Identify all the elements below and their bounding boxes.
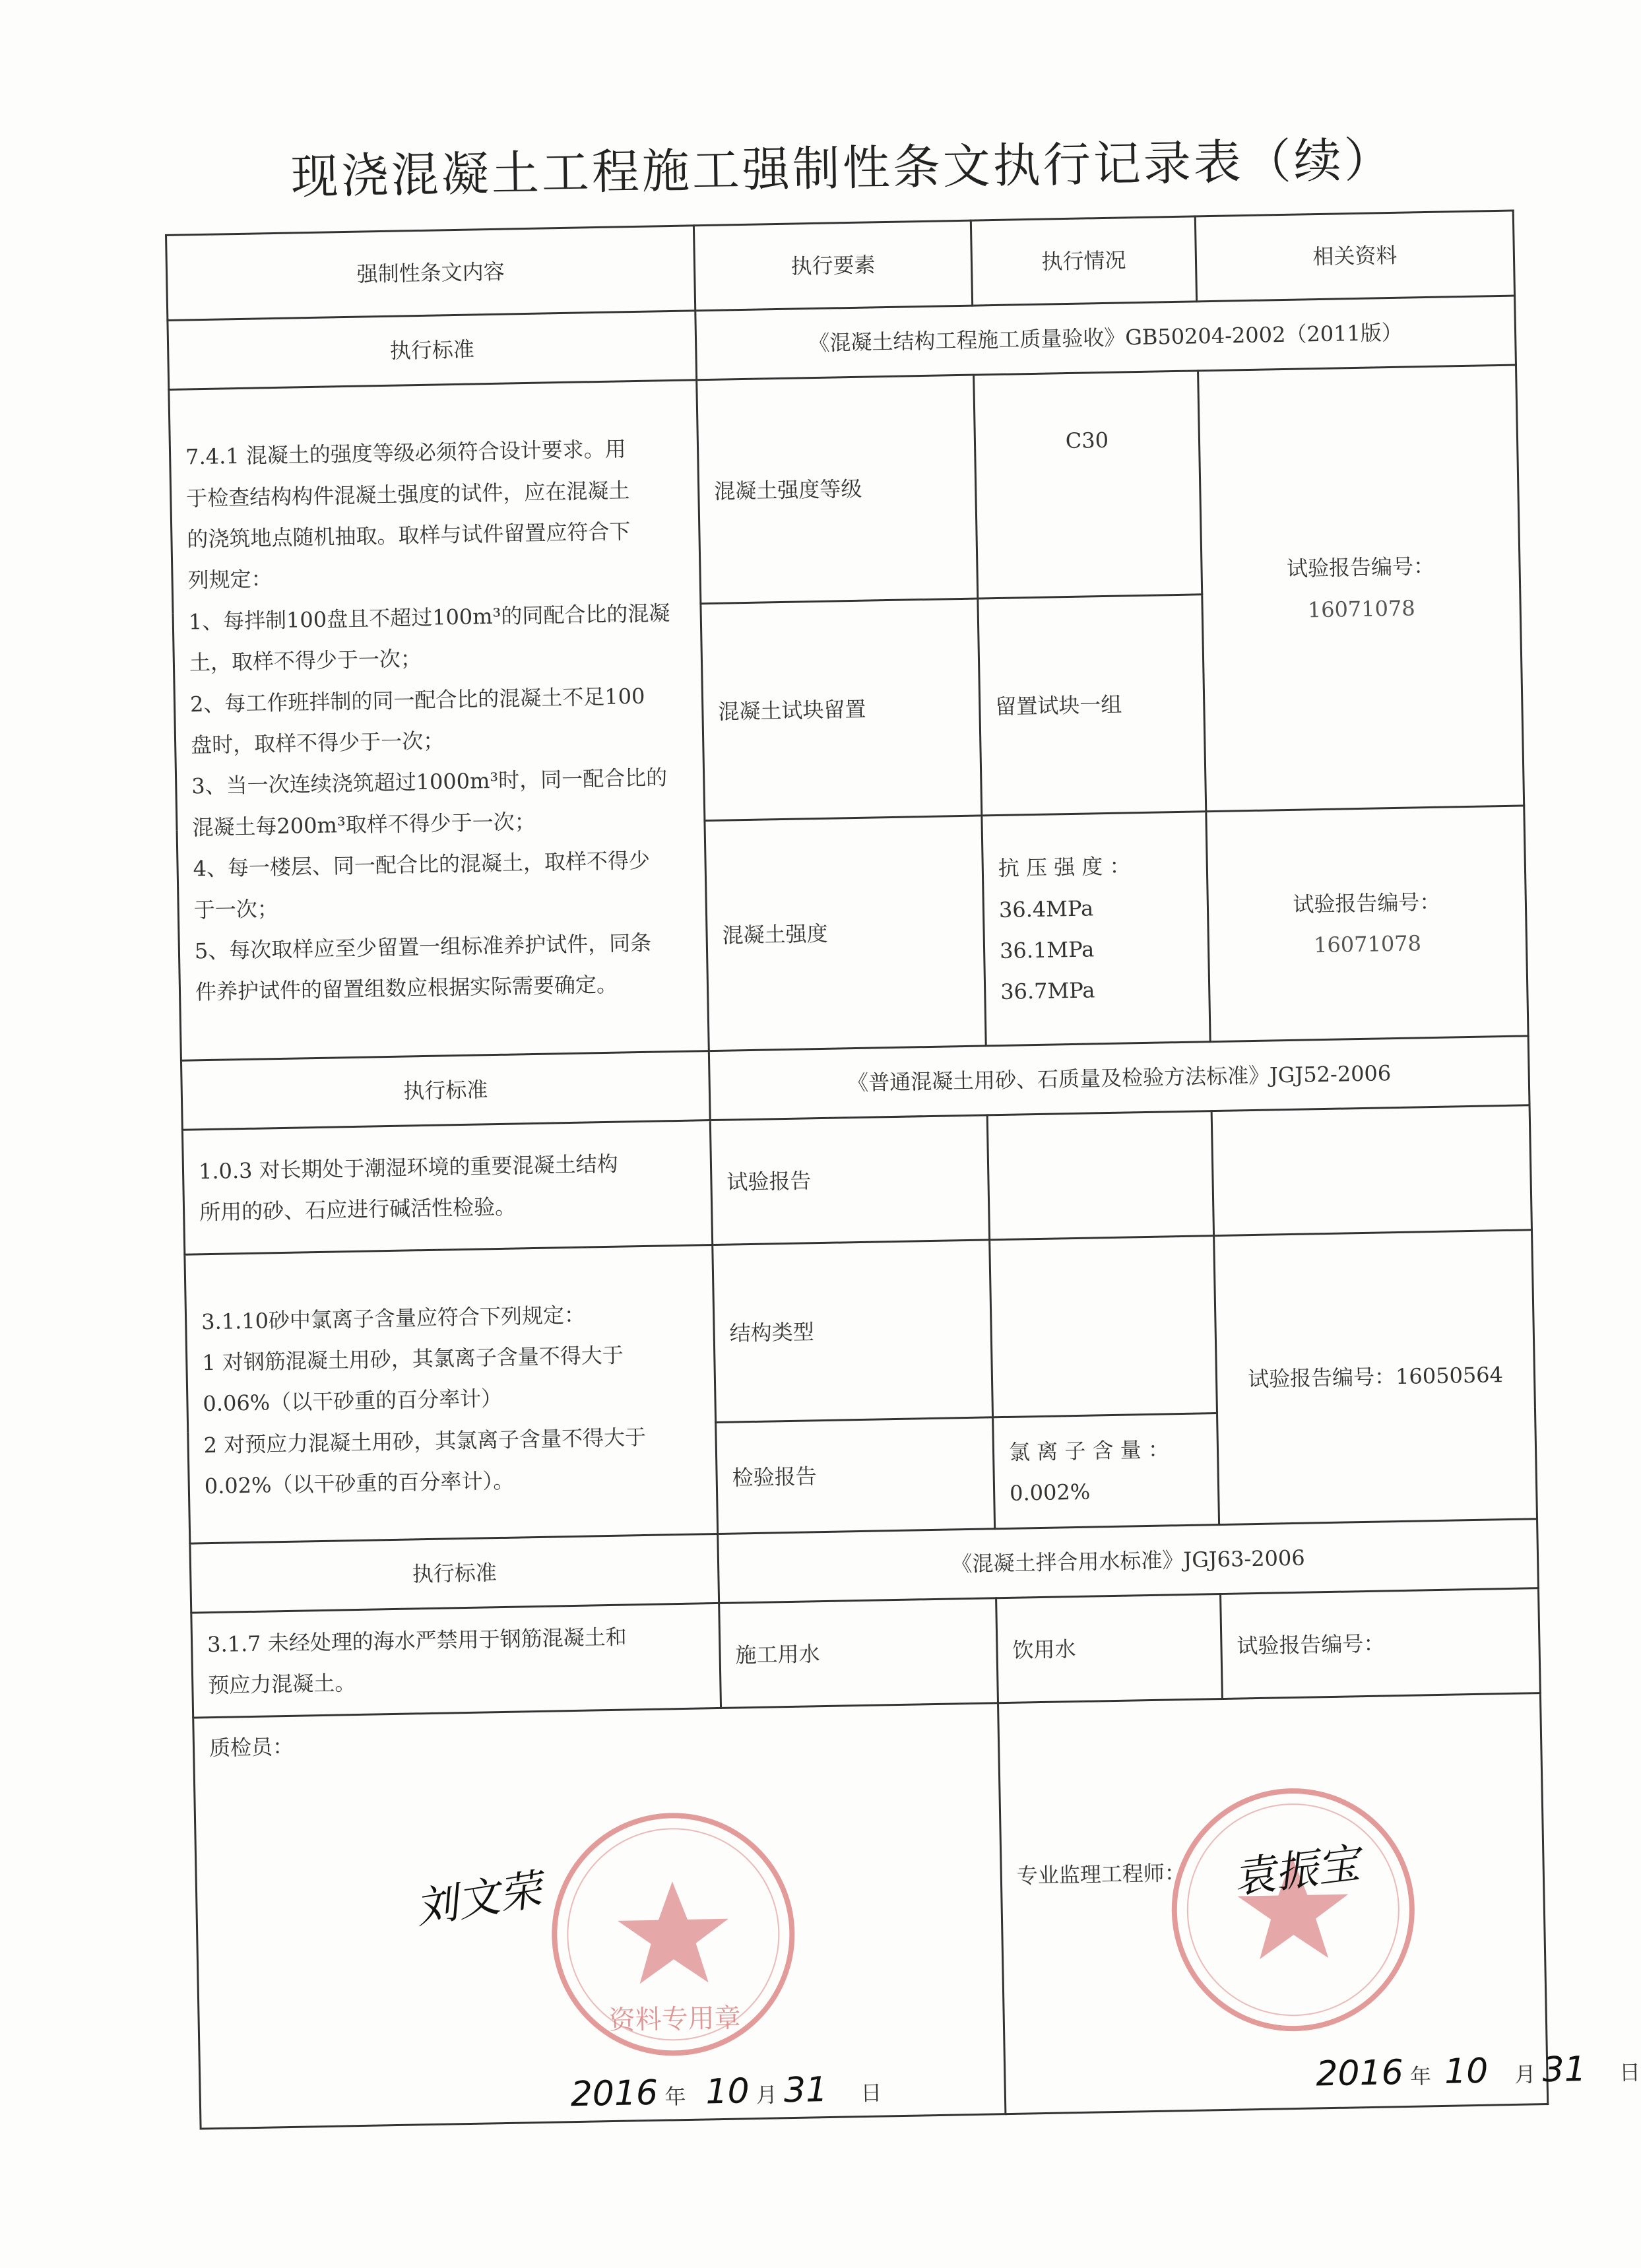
supervisor-date [1315,2036,1640,2108]
section1-ref-1 [1198,365,1524,812]
date-year-unit: 年 [664,2084,686,2110]
section2-row-1 [182,1105,1531,1254]
ref-number: 16071078 [1307,595,1415,622]
date-month-unit: 月 [756,2082,778,2108]
element-structure-type: 结构类型 [713,1240,993,1423]
date-day-unit: 日 [1619,2059,1641,2086]
element-strength-grade: 混凝土强度等级 [697,375,978,604]
record-table [165,210,1641,2130]
date-month: 10 [1444,2051,1489,2092]
clause-line: 预应力混凝土。 [207,1670,356,1699]
clause-line: 于检查结构构件混凝土强度的试件，应在混凝土 [185,477,630,511]
ref-empty [1211,1105,1531,1236]
header-references: 相关资料 [1195,211,1514,302]
section2-ref: 试验报告编号：16050564 [1214,1230,1537,1525]
inspector-signature: 刘文荣 [412,1865,545,1934]
section1-clause-text [169,380,709,1060]
page-title: 现浇混凝土工程施工强制性条文执行记录表（续） [290,131,1395,205]
section2-row-2 [185,1230,1535,1432]
clause-line: 列规定： [187,566,273,593]
section1-standard: 《混凝土结构工程施工质量验收》GB50204-2002（2011版） [695,296,1516,380]
clause-line: 1.0.3 对长期处于潮湿环境的重要混凝土结构 [198,1151,618,1184]
section1-ref-2 [1206,806,1528,1042]
clause-line: 0.06%（以干砂重的百分率计） [203,1386,503,1417]
clause-line: 3、当一次连续浇筑超过1000m³时，同一配合比的 [191,765,668,799]
section2-clause2-text [185,1245,718,1544]
status-empty [990,1236,1217,1417]
date-day: 31 [783,2070,828,2111]
status-empty [987,1111,1213,1240]
section3-ref: 试验报告编号： [1221,1588,1541,1699]
element-construction-water: 施工用水 [719,1598,998,1708]
section3-clause-text [191,1603,721,1718]
supervisor-signature: 袁振宝 [1230,1839,1363,1904]
element-inspection-report: 检验报告 [716,1417,995,1534]
date-day: 31 [1542,2050,1587,2090]
status-concrete-strength [982,812,1210,1046]
date-year: 2016 [570,2073,659,2115]
status-specimen-retention: 留置试块一组 [978,595,1206,816]
clause-line: 1、每拌制100盘且不超过100m³的同配合比的混凝 [188,600,670,635]
date-month: 10 [705,2071,750,2112]
clause-line: 所用的砂、石应进行碱活性检验。 [199,1194,517,1225]
status-chloride [993,1413,1219,1529]
clause-line: 2 对预应力混凝土用砂，其氯离子含量不得大于 [203,1424,647,1458]
status-line: 抗 压 强 度 ： [998,853,1131,882]
section1-label: 执行标准 [168,311,697,390]
ref-label: 试验报告编号： [1286,553,1435,582]
inspector-stamp-text: 资料专用章 [608,2003,742,2036]
inspector-signature-cell [193,1703,1006,2129]
clause-line: 2、每工作班拌制的同一配合比的混凝土不足100 [189,683,645,717]
date-day-unit: 日 [860,2080,882,2106]
clause-line: 3.1.10砂中氯离子含量应符合下列规定： [201,1302,586,1334]
ref-label: 试验报告编号： [1293,889,1441,917]
section3-standard: 《混凝土拌合用水标准》JGJ63-2006 [718,1519,1539,1604]
clause-line: 于一次； [193,895,279,923]
section2-standard: 《普通混凝土用砂、石质量及检验方法标准》JGJ52-2006 [709,1036,1529,1120]
section1-row-1 [169,365,1520,613]
status-line: 36.7MPa [1000,977,1095,1005]
status-line: 氯 离 子 含 量 ： [1008,1437,1170,1465]
date-year: 2016 [1315,2053,1404,2094]
date-year-unit: 年 [1409,2063,1432,2089]
header-elements: 执行要素 [693,220,972,311]
clause-line: 件养护试件的留置组数应根据实际需要确定。 [195,971,618,1005]
clause-line: 3.1.7 未经处理的海水严禁用于钢筋混凝土和 [207,1624,627,1657]
clause-line: 1 对钢筋混凝土用砂，其氯离子含量不得大于 [201,1342,624,1376]
status-line: 36.4MPa [998,895,1094,923]
status-strength-grade: C30 [974,371,1202,599]
date-month-unit: 月 [1514,2061,1536,2087]
clause-line: 的浇筑地点随机抽取。取样与试件留置应符合下 [187,519,631,552]
section3-label: 执行标准 [190,1534,719,1613]
ref-number: 16071078 [1313,930,1422,958]
clause-line: 0.02%（以干砂重的百分率计）。 [204,1468,515,1499]
element-concrete-strength: 混凝土强度 [705,816,986,1051]
section2-label: 执行标准 [181,1051,710,1130]
status-line: 0.002% [1009,1479,1091,1506]
element-test-report: 试验报告 [710,1115,989,1245]
clause-line: 5、每次取样应至少留置一组标准养护试件，同条 [194,930,652,964]
status-drinking-water: 饮用水 [996,1594,1223,1703]
supervisor-label: 专业监理工程师： [1016,1860,1186,1889]
clause-line: 土，取样不得少于一次； [189,646,422,676]
header-status: 执行情况 [971,216,1196,306]
clause-line: 混凝土每200m³取样不得少于一次； [192,808,536,841]
supervisor-signature-cell [998,1693,1641,2114]
element-specimen-retention: 混凝土试块留置 [701,599,982,821]
clause-line: 盘时，取样不得少于一次； [190,728,445,758]
inspector-label: 质检员： [209,1733,294,1761]
clause-line: 4、每一楼层、同一配合比的混凝土，取样不得少 [193,847,651,882]
status-line: 36.1MPa [999,936,1095,963]
signature-row [193,1693,1548,2129]
clause-line: 7.4.1 混凝土的强度等级必须符合设计要求。用 [185,436,627,470]
header-clause-content: 强制性条文内容 [166,226,695,321]
record-table-sheet [165,210,1641,2115]
section2-clause1-text [182,1120,712,1255]
inspector-date [570,2056,882,2129]
